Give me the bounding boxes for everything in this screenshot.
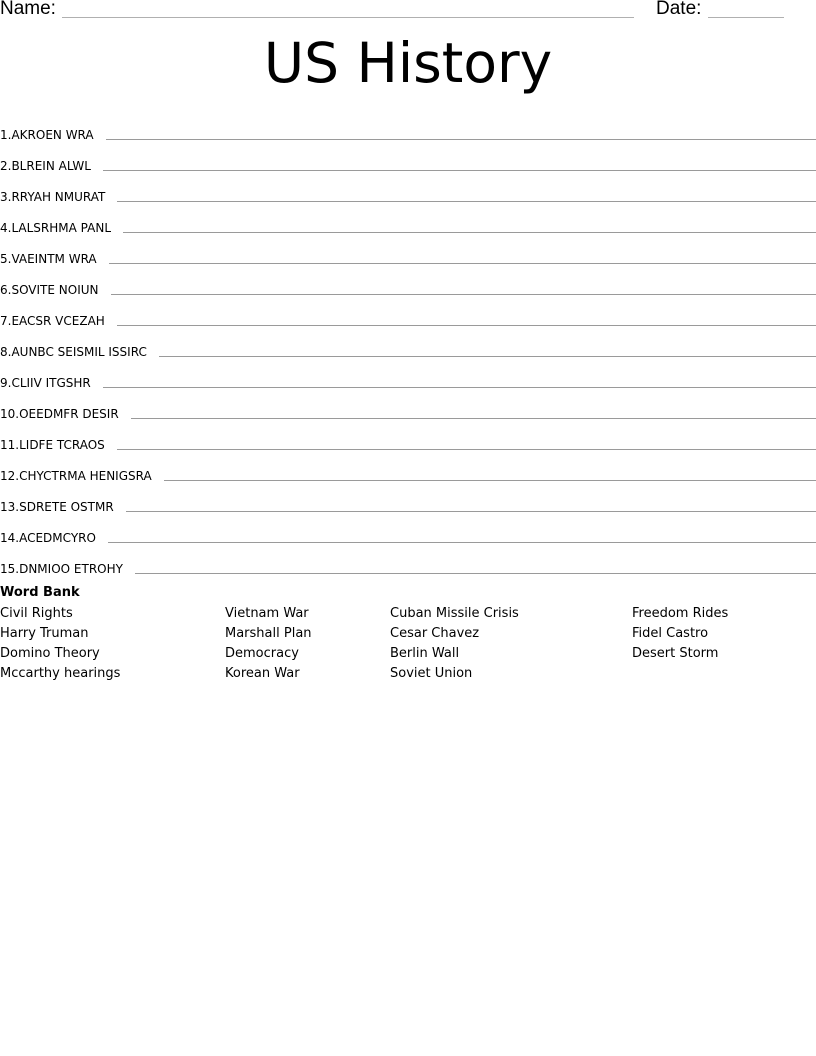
- clue-row: [0, 297, 816, 328]
- clue-number: 8.: [0, 345, 12, 359]
- word-bank-column: [390, 604, 519, 684]
- answer-line[interactable]: [131, 417, 816, 419]
- clue-number: 14.: [0, 531, 20, 545]
- clue-list: [0, 111, 816, 576]
- word-bank-item: Cesar Chavez: [390, 626, 480, 641]
- clue-row: [0, 204, 816, 235]
- word-bank-item: Harry Truman: [0, 626, 89, 641]
- name-field-line[interactable]: [62, 17, 634, 18]
- clue-row: [0, 514, 816, 545]
- answer-line[interactable]: [164, 479, 816, 481]
- scrambled-word: CLIIV ITGSHR: [11, 376, 91, 390]
- scrambled-word: VAEINTM WRA: [11, 252, 97, 266]
- clue-number: 9.: [0, 376, 12, 390]
- clue-number: 5.: [0, 252, 12, 266]
- answer-line[interactable]: [126, 510, 816, 512]
- scrambled-word: SDRETE OSTMR: [19, 500, 114, 514]
- clue-number: 3.: [0, 190, 12, 204]
- date-label: Date:: [656, 0, 702, 19]
- word-bank-item: Freedom Rides: [632, 606, 729, 621]
- word-bank-column: [632, 604, 728, 664]
- clue-row: [0, 359, 816, 390]
- word-bank-item: Democracy: [225, 646, 299, 661]
- scrambled-word: ACEDMCYRO: [19, 531, 96, 545]
- clue-number: 4.: [0, 221, 12, 235]
- scrambled-word: AKROEN WRA: [11, 128, 94, 142]
- clue-number: 6.: [0, 283, 12, 297]
- clue-row: [0, 142, 816, 173]
- clue-number: 12.: [0, 469, 20, 483]
- date-field-line[interactable]: [708, 17, 784, 18]
- clue-number: 7.: [0, 314, 12, 328]
- answer-line[interactable]: [109, 262, 816, 264]
- answer-line[interactable]: [135, 572, 816, 574]
- clue-number: 1.: [0, 128, 12, 142]
- answer-line[interactable]: [117, 448, 816, 450]
- word-bank-item: Vietnam War: [225, 606, 309, 621]
- word-bank-item: Soviet Union: [390, 666, 473, 681]
- word-bank-item: Desert Storm: [632, 646, 719, 661]
- answer-line[interactable]: [111, 293, 816, 295]
- scrambled-word: LIDFE TCRAOS: [19, 438, 105, 452]
- scrambled-word: DNMIOO ETROHY: [19, 562, 123, 576]
- word-bank: [0, 584, 816, 694]
- word-bank-item: Marshall Plan: [225, 626, 312, 641]
- clue-row: [0, 421, 816, 452]
- word-bank-title: Word Bank: [0, 585, 80, 600]
- word-bank-item: Cuban Missile Crisis: [390, 606, 519, 621]
- clue-row: [0, 266, 816, 297]
- word-bank-item: Domino Theory: [0, 646, 100, 661]
- clue-row: [0, 328, 816, 359]
- word-bank-column: [225, 604, 312, 684]
- clue-row: [0, 173, 816, 204]
- answer-line[interactable]: [108, 541, 816, 543]
- answer-line[interactable]: [103, 386, 816, 388]
- clue-number: 10.: [0, 407, 20, 421]
- name-label: Name:: [0, 0, 56, 19]
- clue-number: 2.: [0, 159, 12, 173]
- answer-line[interactable]: [117, 200, 816, 202]
- word-bank-item: Civil Rights: [0, 606, 73, 621]
- answer-line[interactable]: [103, 169, 816, 171]
- clue-row: [0, 483, 816, 514]
- scrambled-word: CHYCTRMA HENIGSRA: [19, 469, 152, 483]
- scrambled-word: RRYAH NMURAT: [11, 190, 106, 204]
- clue-number: 13.: [0, 500, 20, 514]
- word-bank-item: Korean War: [225, 666, 300, 681]
- word-bank-item: Fidel Castro: [632, 626, 709, 641]
- page-title: US History: [263, 31, 553, 95]
- scrambled-word: LALSRHMA PANL: [11, 221, 112, 235]
- word-bank-item: Mccarthy hearings: [0, 666, 121, 681]
- scrambled-word: BLREIN ALWL: [11, 159, 91, 173]
- clue-row: [0, 235, 816, 266]
- scrambled-word: EACSR VCEZAH: [11, 314, 105, 328]
- clue-row: [0, 390, 816, 421]
- scrambled-word: OEEDMFR DESIR: [19, 407, 119, 421]
- answer-line[interactable]: [106, 138, 816, 140]
- word-bank-item: Berlin Wall: [390, 646, 460, 661]
- clue-row: [0, 452, 816, 483]
- scrambled-word: AUNBC SEISMIL ISSIRC: [11, 345, 147, 359]
- worksheet-header: [0, 0, 816, 24]
- scrambled-word: SOVITE NOIUN: [11, 283, 99, 297]
- word-bank-column: [0, 604, 120, 684]
- word-bank-grid: [0, 604, 816, 694]
- answer-line[interactable]: [117, 324, 816, 326]
- answer-line[interactable]: [159, 355, 816, 357]
- clue-row: [0, 545, 816, 576]
- clue-number: 15.: [0, 562, 20, 576]
- clue-number: 11.: [0, 438, 20, 452]
- clue-row: [0, 111, 816, 142]
- answer-line[interactable]: [123, 231, 816, 233]
